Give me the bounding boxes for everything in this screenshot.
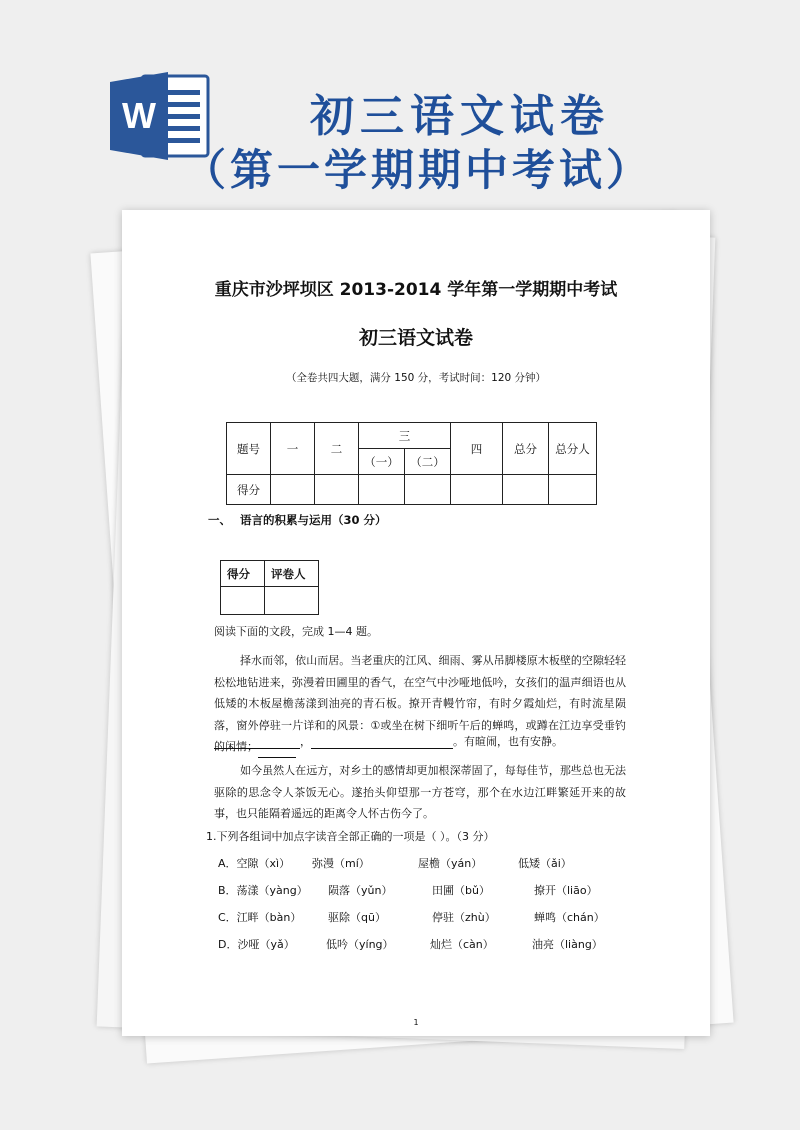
answer-blank[interactable] [311,737,453,749]
passage-paragraph [214,760,626,825]
score-subheader-cell: （一） [359,449,405,475]
score-row-label: 得分 [227,475,271,505]
score-cell[interactable] [549,475,597,505]
option-word: D．沙哑（yǎ） [218,938,295,951]
section-title: 语言的积累与运用（30 分） [240,513,387,527]
question-1: 1.下列各组词中加点字读音全部正确的一项是（ ）。（3 分） [206,830,495,843]
option-word: 田圃（bǔ） [432,884,490,897]
section-number: 一、 [208,513,231,527]
option-word: 撩开（liāo） [534,884,598,897]
score-header-cell: 一 [271,423,315,475]
score-cell[interactable] [503,475,549,505]
score-cell[interactable] [315,475,359,505]
exam-note: （全卷共四大题，满分 150 分，考试时间：120 分钟） [285,372,547,384]
option-row-d[interactable] [218,936,638,952]
grader-name-cell[interactable] [265,587,319,615]
score-subheader-cell: （二） [405,449,451,475]
score-table [226,422,597,505]
page-number: 1 [413,1018,419,1027]
banner-title: 初三语文试卷 [310,91,610,142]
option-row-a[interactable] [218,855,638,871]
grader-score-label: 得分 [221,561,265,587]
option-word: 低吟（yíng） [326,938,394,951]
passage-text: 如今虽然人在远方，对乡土的感情却更加根深蒂固了，每每佳节，那些总也无法驱除的思念令人茶饭无心。遂抬头仰望那一方苍穹，那个在水边江畔繁延开来的故事，也只能隔着遥远的距离令人怀古伤今了。 [214,764,626,820]
exam-subtitle: 初三语文试卷 [358,327,473,349]
passage-blanks-line: ， 。有暄闹，也有安静。 [214,733,563,749]
option-word: C．江畔（bàn） [218,911,302,924]
passage-text: 。有暄闹，也有安静。 [453,735,563,748]
option-word: 低矮（ǎi） [518,857,572,870]
score-cell[interactable] [451,475,503,505]
score-header-cell: 总分人 [549,423,597,475]
score-header-cell: 二 [315,423,359,475]
exam-page [122,210,710,1036]
section-heading [208,512,387,528]
passage-text: 择水而邻，依山而居。当老重庆的江风、细雨、雾从吊脚楼原木板壁的空隙轻轻松松地钻进来，弥漫着田圃里的香气，在空气中沙哑地低吟，女孩们的温声细语也从低矮的木板屋檐荡漾到油亮的青石板。撩开青幔竹帘，有时夕霞灿烂，有时流星陨落，窗外停驻一片详和的风景：①或坐在树下细听午后的蝉鸣，或蹲在江边享受垂钓的闲情； [214,654,626,753]
exam-title: 重庆市沙坪坝区 2013-2014 学年第一学期期中考试 [214,280,618,300]
banner-subtitle: （第一学期期中考试） [183,146,653,196]
option-word: 蝉鸣（chán） [534,911,605,924]
option-word: 停驻（zhù） [432,911,496,924]
option-word: 油亮（liàng） [532,938,603,951]
option-row-c[interactable] [218,909,638,925]
option-word: 弥漫（mí） [312,857,370,870]
option-word: B．荡漾（yàng） [218,884,308,897]
option-word: 陨落（yǔn） [328,884,393,897]
score-cell[interactable] [271,475,315,505]
option-row-b[interactable] [218,882,638,898]
score-header-cell: 总分 [503,423,549,475]
option-word: A．空隙（xì） [218,857,291,870]
option-word: 驱除（qū） [328,911,386,924]
grader-name-label: 评卷人 [265,561,319,587]
score-cell[interactable] [405,475,451,505]
reading-instruction: 阅读下面的文段，完成 1—4 题。 [214,625,378,638]
grader-table [220,560,319,615]
option-word: 屋檐（yán） [418,857,483,870]
score-header-cell: 三 [359,423,451,449]
score-header-cell: 四 [451,423,503,475]
score-cell[interactable] [359,475,405,505]
score-header-cell: 题号 [227,423,271,475]
svg-text:W: W [122,95,156,136]
option-word: 灿烂（càn） [430,938,494,951]
answer-blank[interactable] [214,737,300,749]
grader-score-cell[interactable] [221,587,265,615]
